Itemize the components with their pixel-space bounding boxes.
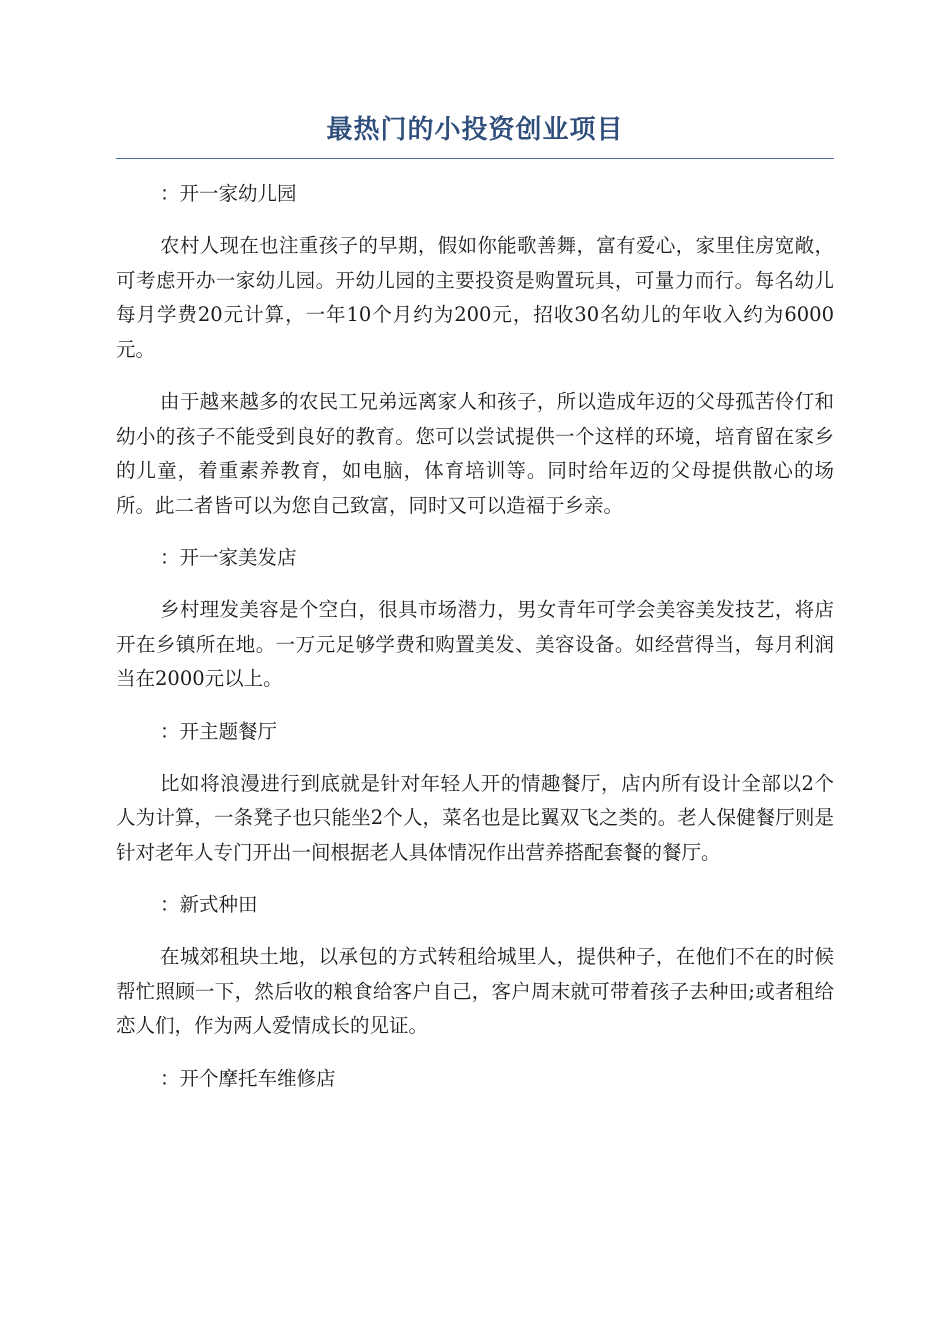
paragraph: 比如将浪漫进行到底就是针对年轻人开的情趣餐厅，店内所有设计全部以2个人为计算，一条凳子也只能坐2个人，菜名也是比翼双飞之类的。老人保健餐厅则是针对老年人专门开出一间根据老人具体情况作出营养搭配套餐的餐厅。 [116, 771, 834, 864]
section-heading: ：开一家幼儿园 [160, 182, 297, 205]
paragraph: 在城郊租块土地，以承包的方式转租给城里人，提供种子，在他们不在的时候帮忙照顾一下，然后收的粮食给客户自己，客户周末就可带着孩子去种田;或者租给恋人们，作为两人爱情成长的见证。 [116, 945, 834, 1037]
section-heading: ：新式种田 [160, 893, 258, 916]
page-title: 最热门的小投资创业项目 [116, 110, 834, 159]
paragraph: 乡村理发美容是个空白，很具市场潜力，男女青年可学会美容美发技艺，将店开在乡镇所在地。一万元足够学费和购置美发、美容设备。如经营得当，每月利润当在2000元以上。 [116, 598, 834, 690]
paragraph: 由于越来越多的农民工兄弟远离家人和孩子，所以造成年迈的父母孤苦伶仃和幼小的孩子不能受到良好的教育。您可以尝试提供一个这样的环境，培育留在家乡的儿童，着重素养教育，如电脑，体育培训等。同时给年迈的父母提供散心的场所。此二者皆可以为您自己致富，同时又可以造福于乡亲。 [116, 390, 834, 517]
section-heading: ：开主题餐厅 [160, 719, 278, 743]
paragraph: 农村人现在也注重孩子的早期，假如你能歌善舞，富有爱心，家里住房宽敞，可考虑开办一家幼儿园。开幼儿园的主要投资是购置玩具，可量力而行。每名幼儿每月学费20元计算，一年10个月约为200元，招收30名幼儿的年收入约为6000元。 [116, 234, 834, 361]
section-heading: ：开一家美发店 [160, 546, 297, 569]
section-heading: ：开个摩托车维修店 [160, 1066, 336, 1090]
document-body [116, 177, 834, 1096]
document-page [116, 110, 834, 1114]
